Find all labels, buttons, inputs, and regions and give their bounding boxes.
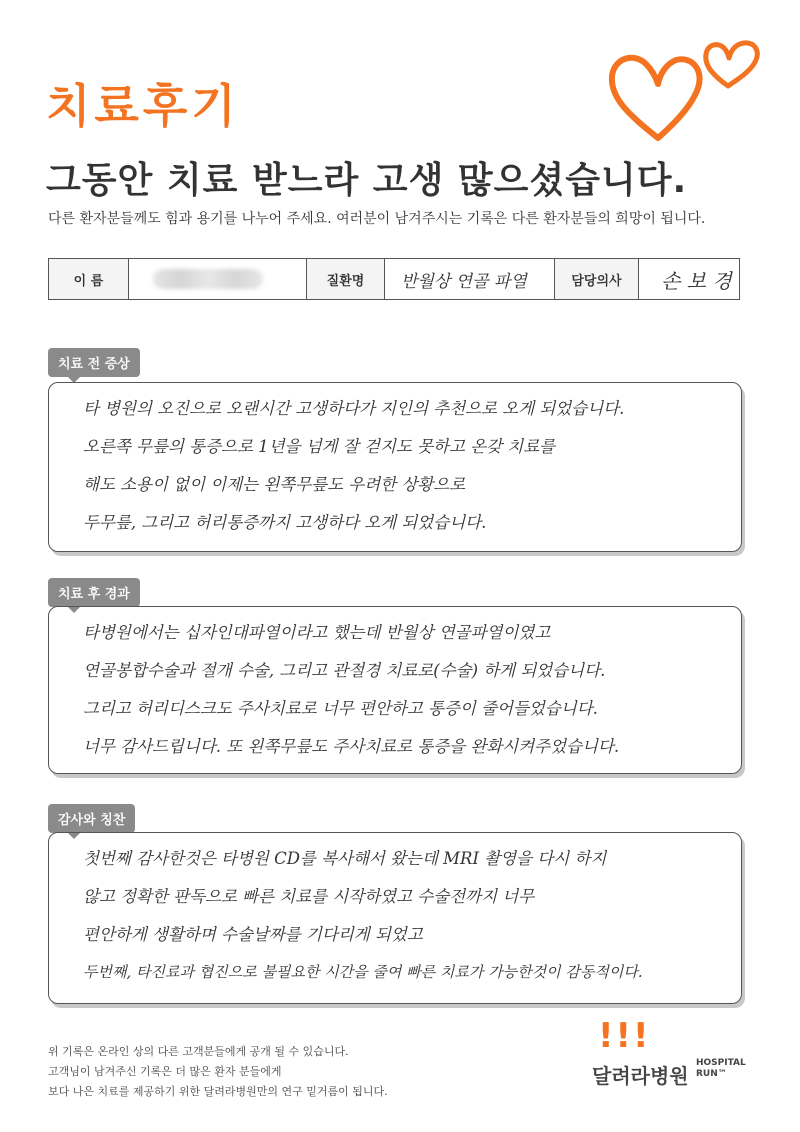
footer-line: 위 기록은 온라인 상의 다른 고객분들에게 공개 될 수 있습니다. [48,1045,349,1058]
doctor-label: 담당의사 [555,259,639,299]
handwritten-line: 타병원에서는 십자인대파열이라고 했는데 반월상 연골파열이였고 [83,623,551,642]
handwritten-line: 그리고 허리디스크도 주사치료로 너무 편안하고 통증이 줄어들었습니다. [83,699,598,718]
logo-en-line2: RUN™ [696,1069,727,1079]
page-description: 다른 환자분들께도 힘과 용기를 나누어 주세요. 여러분이 남겨주시는 기록은 다른 환자분들의 희망이 됩니다. [48,211,706,227]
footer-notice [48,1042,388,1102]
handwritten-line: 너무 감사드립니다. 또 왼쪽무릎도 주사치료로 통증을 완화시켜주었습니다. [83,737,620,756]
disease-value: 반월상 연골 파열 [385,259,555,299]
handwritten-line: 않고 정확한 판독으로 빠른 치료를 시작하였고 수술전까지 너무 [83,887,535,906]
handwritten-line: 해도 소용이 없이 이제는 왼쪽무릎도 우려한 상황으로 [83,475,466,494]
section-tag-before: 치료 전 증상 [48,348,140,377]
handwritten-line: 타 병원의 오진으로 오랜시간 고생하다가 지인의 추천으로 오게 되었습니다. [83,399,625,418]
doctor-value: 손 보 경 [661,268,732,293]
footer-line: 고객님이 남겨주신 기록은 더 많은 환자 분들에게 [48,1065,282,1078]
section-box-thanks [48,832,742,1004]
section-box-after [48,606,742,774]
redacted-name-blur [153,269,263,289]
handwritten-line: 두무릎, 그리고 허리통증까지 고생하다 오게 되었습니다. [83,513,487,532]
handwritten-line: 편안하게 생활하며 수술날짜를 기다리게 되었고 [83,925,423,944]
handwritten-line: 첫번째 감사한것은 타병원 CD를 복사해서 왔는데 MRI 촬영을 다시 하지 [83,849,607,868]
section-box-before [48,382,742,552]
section-tag-after: 치료 후 경과 [48,578,140,607]
logo-english [696,1058,746,1080]
handwritten-line: 오른쪽 무릎의 통증으로 1년을 넘게 잘 걷지도 못하고 온갖 치료를 [83,437,556,456]
logo-name: 달려라병원 [592,1064,689,1088]
section-tag-thanks: 감사와 칭찬 [48,804,135,833]
disease-label: 질환명 [307,259,385,299]
logo-marks: !!! [598,1016,651,1056]
hearts-icon [600,28,770,148]
hospital-logo [592,1016,762,1096]
handwritten-line: 연골봉합수술과 절개 수술, 그리고 관절경 치료로(수술) 하게 되었습니다. [83,661,606,680]
name-label: 이 름 [49,259,129,299]
page-title: 치료후기 [46,79,240,133]
handwritten-line: 두번째, 타진료과 협진으로 불필요한 시간을 줄여 빠른 치료가 가능한것이 감동적이다. [83,963,643,981]
page-subtitle: 그동안 치료 받느라 고생 많으셨습니다. [46,160,688,201]
name-value-redacted [129,259,307,299]
logo-en-line1: HOSPITAL [696,1058,746,1068]
footer-line: 보다 나은 치료를 제공하기 위한 달려라병원만의 연구 밑거름이 됩니다. [48,1085,388,1098]
patient-info-box [48,258,740,300]
